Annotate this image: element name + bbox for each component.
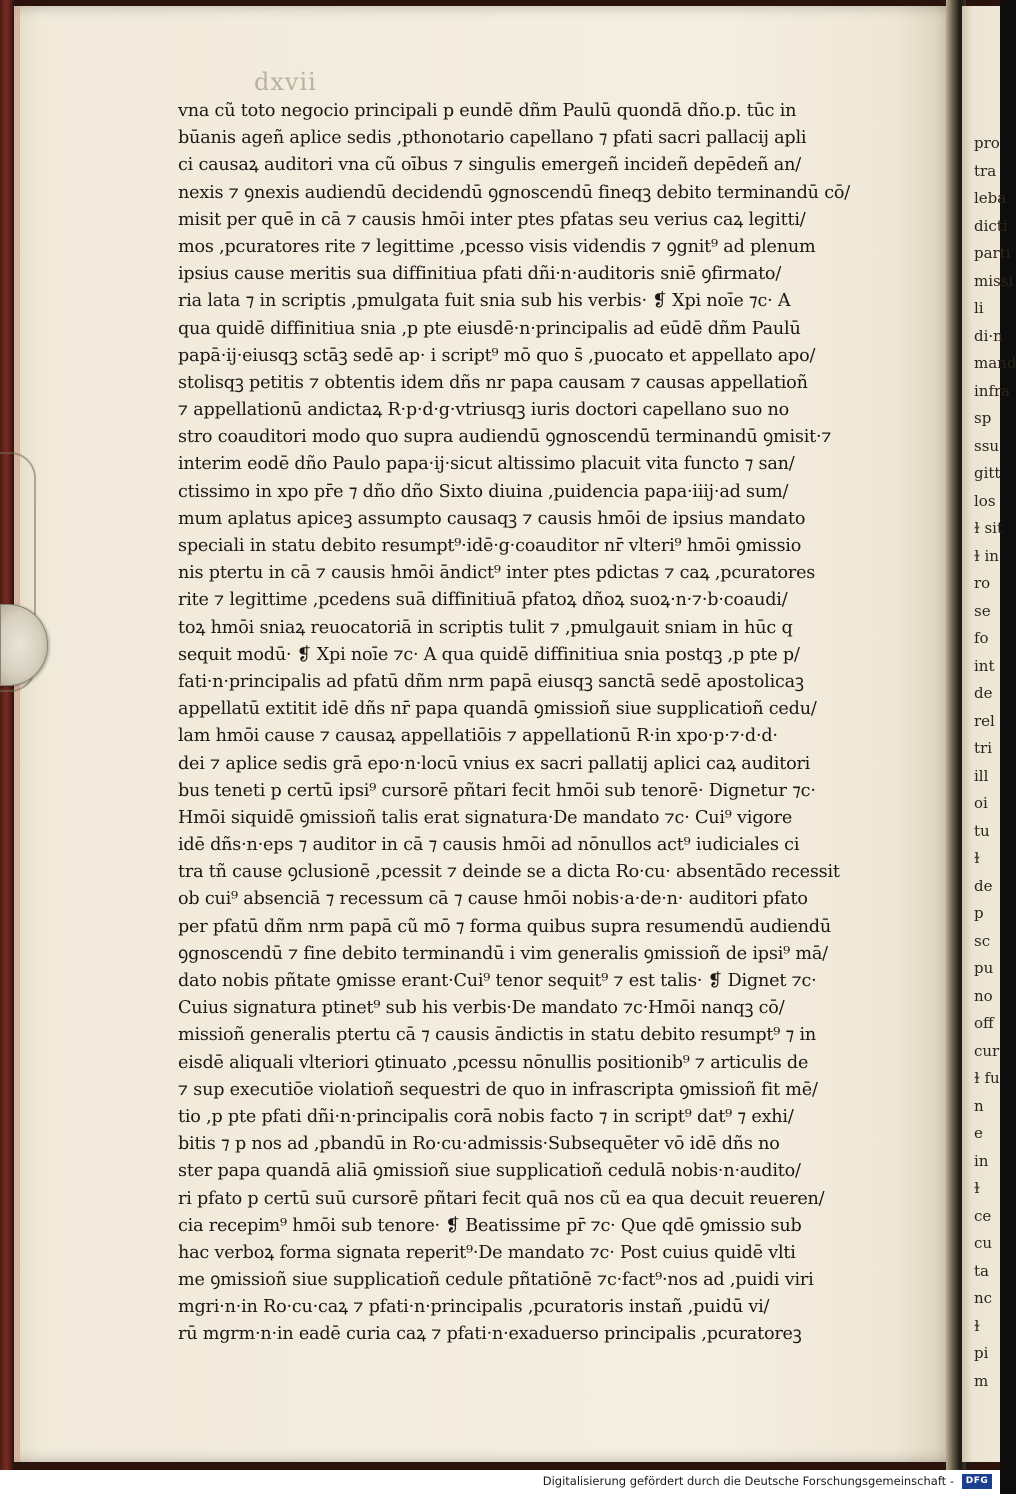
facing-page-fragment: los [974, 491, 996, 510]
facing-page-fragment: sc [974, 931, 991, 950]
text-line: per pfatū dñm nrm papā cũ mō ⁊ forma quibus supra resumendū audiendū [178, 916, 831, 937]
text-line: bus teneti p certū ipsi⁹ cursorē pñtari fecit hmōi sub tenorē· Dignetur ⁊c· [178, 780, 816, 801]
text-line: hac verboꝝ forma signata reperit⁹·De mandato ⁊c· Post cuius quidē vlti [178, 1242, 796, 1263]
facing-page-fragment: missi [974, 271, 1014, 290]
text-line: Hmōi siquidē ꝯmissioñ talis erat signatura·De mandato ⁊c· Cui⁹ vigore [178, 807, 793, 828]
text-line: ri pfato p certū suū cursorē pñtari fecit quā nos cũ ea qua decuit reueren/ [178, 1188, 825, 1209]
text-line: rite ⁊ legittime ,pcedens suā diffinitiuā pfatoꝝ dñoꝝ suoꝝ·n·⁊·b·coaudi/ [178, 590, 788, 611]
facing-page-fragment: ɫ [974, 1179, 980, 1197]
text-line: missioñ generalis ptertu cā ⁊ causis āndictis in statu debito resumpt⁹ ⁊ in [178, 1025, 817, 1046]
text-line: ria lata ⁊ in scriptis ,pmulgata fuit snia sub his verbis· ❡ Xpi noīe ⁊c· A [178, 291, 791, 312]
facing-page-fragment: ce [974, 1206, 992, 1225]
text-line: tra tñ cause ꝯclusionē ,pcessit ⁊ deinde se a dicta Ro·cu· absentādo recessit [178, 862, 840, 883]
facing-page-fragment: de [974, 684, 993, 702]
facing-page-fragment: ta [974, 1261, 989, 1280]
facing-page-fragment: se [974, 601, 991, 620]
text-line: misit per quē in cā ⁊ causis hmōi inter ptes pfatas seu verius caꝝ legitti/ [178, 209, 806, 230]
facing-page-fragment: in [974, 1151, 989, 1170]
text-line: mos ,pcuratores rite ⁊ legittime ,pcesso visis videndis ⁊ ꝯgnit⁹ ad plenum [178, 236, 816, 257]
text-line: toꝝ hmōi sniaꝝ reuocatoriā in scriptis tulit ⁊ ,pmulgauit sniam in hūc q [178, 617, 793, 638]
text-line: fati·n·principalis ad pfatū dñm nrm papā eiusqꝫ sanctā sedē apostolicaꝫ [178, 671, 804, 692]
text-line: nexis ⁊ ꝯnexis audiendū decidendū ꝯgnoscendū fineqꝫ debito terminandū cō/ [178, 182, 850, 203]
text-line: interim eodē dño Paulo papa·ij·sicut altissimo placuit vita functo ⁊ san/ [178, 454, 795, 475]
text-line: ipsius cause meritis sua diffinitiua pfati dñi·n·auditoris sniē ꝯfirmato/ [178, 264, 782, 285]
text-line: ꝯgnoscendū ⁊ fine debito terminandū i vim generalis ꝯmissioñ de ipsi⁹ mā/ [178, 943, 828, 964]
text-line: dei ⁊ aplice sedis grā epo·n·locū vnius ex sacri pallatij aplici caꝝ auditori [178, 753, 811, 774]
facing-page-fragment: fo [974, 629, 989, 647]
text-line: nis ptertu in cā ⁊ causis hmōi āndict⁹ inter ptes pdictas ⁊ caꝝ ,pcuratores [178, 563, 816, 584]
facing-page-fragment: tri [974, 739, 992, 757]
facing-page-fragment: infra [974, 381, 1011, 400]
facing-page-fragment: de [974, 876, 993, 895]
text-line: ci causaꝝ auditori vna cũ oībus ⁊ singulis emergeñ incideñ depēdeñ an/ [178, 155, 801, 176]
facing-page-fragment: m [974, 1371, 989, 1390]
facing-page-fragment: n [974, 1096, 984, 1115]
facing-page-fragment: di·n [974, 326, 1003, 345]
facing-page-fragment: nc [974, 1289, 993, 1307]
facing-page-fragment: ɫ [974, 849, 980, 867]
text-line: Cuius signatura ptinet⁹ sub his verbis·De mandato ⁊c·Hmōi nanqꝫ cō/ [178, 998, 785, 1019]
text-line: ctissimo in xpo pr̄e ⁊ dño dño Sixto diuina ,puidencia papa·iiij·ad sum/ [178, 481, 789, 502]
text-line: vna cũ toto negocio principali p eundē dñm Paulū quondā dño.p. tūc in [178, 101, 797, 121]
facing-page-fragment: leba [974, 189, 1007, 207]
text-line: eisdē aliquali vlteriori ꝯtinuato ,pcessu nōnullis positionib⁹ ⁊ articulis de [178, 1052, 809, 1073]
text-line: bitis ⁊ p nos ad ,pbandū in Ro·cu·admissis·Subsequēter vō idē dñs no [178, 1134, 780, 1155]
text-line: speciali in statu debito resumpt⁹·idē·g·coauditor nr̄ vlteri⁹ hmōi ꝯmissio [178, 536, 802, 556]
page-edges [14, 6, 20, 1462]
folio-number: dxvii [254, 68, 317, 96]
facing-page-fragment: ssu [974, 436, 1000, 455]
text-line: sequit modū· ❡ Xpi noīe ⁊c· A qua quidē diffinitiua snia postqꝫ ,p pte p/ [178, 644, 800, 665]
facing-page-fragment: int [974, 656, 995, 675]
text-line: tio ,p pte pfati dñi·n·principalis corā nobis facto ⁊ in script⁹ dat⁹ ⁊ exhi/ [178, 1106, 794, 1127]
facing-page-fragment: sp [974, 409, 992, 427]
facing-page-edge [962, 6, 1016, 1462]
facing-page-fragment: cur [974, 1041, 1000, 1060]
facing-page-fragment: p [974, 904, 984, 922]
text-line: ob cui⁹ absenciā ⁊ recessum cā ⁊ cause hmōi nobis·a·de·n· auditori pfato [178, 889, 808, 910]
facing-page-fragment: oi [974, 794, 988, 812]
facing-page-fragment: ɫ [974, 1316, 980, 1335]
text-line: stro coauditori modo quo supra audiendū ꝯgnoscendū terminandū ꝯmisit·⁊ [178, 427, 832, 448]
text-line: papā·ij·eiusqꝫ sctāꝫ sedē ap· i script⁹ mō quo s̄ ,puocato et appellato apo/ [178, 345, 816, 366]
facing-page-fragment: pro [974, 134, 1000, 152]
facing-page-fragment: tra [974, 161, 997, 180]
facing-page-fragment: ro [974, 574, 991, 592]
facing-page-fragment: ɫ fu [974, 1069, 1000, 1087]
text-line: ⁊ appellationū andictaꝝ R·p·d·g·vtriusqꝫ iuris doctori capellano suo no [178, 400, 790, 421]
text-line: lam hmōi cause ⁊ causaꝝ appellatiōis ⁊ appellationū R·in xpo·p·⁊·d·d· [178, 726, 778, 747]
text-line: cia recepim⁹ hmōi sub tenore· ❡ Beatissime pr̄ ⁊c· Que qdē ꝯmissio sub [178, 1215, 802, 1236]
text-line: dato nobis pñtate ꝯmisse erant·Cui⁹ tenor sequit⁹ ⁊ est talis· ❡ Dignet ⁊c· [178, 971, 817, 991]
text-line: ⁊ sup executiōe violatioñ sequestri de quo in infrascripta ꝯmissioñ fit mē/ [178, 1079, 818, 1100]
page-text-block [178, 98, 890, 1349]
facing-page-fragment: tu [974, 821, 990, 840]
facing-page-fragment: parti [974, 244, 1011, 262]
text-line: rū mgrm·n·in eadē curia caꝝ ⁊ pfati·n·exaduerso principalis ,pcuratoreꝫ [178, 1324, 802, 1345]
text-line: mum aplatus apiceꝫ assumpto causaqꝫ ⁊ causis hmōi de ipsius mandato [178, 508, 806, 529]
text-line: idē dñs·n·eps ⁊ auditor in cā ⁊ causis hmōi ad nōnullos act⁹ iudiciales ci [178, 835, 800, 856]
facing-page-fragment: off [974, 1014, 994, 1032]
text-line: būanis ageñ aplice sedis ,pthonotario capellano ⁊ pfati sacri pallacij apli [178, 128, 807, 149]
facing-page-fragment: pi [974, 1344, 989, 1362]
text-line: ster papa quandā aliā ꝯmissioñ siue supplicatioñ cedulā nobis·n·audito/ [178, 1161, 801, 1182]
facing-page-fragment: gitt [974, 464, 1001, 482]
facing-page-fragment: pu [974, 959, 994, 977]
digitization-footer [0, 1470, 1000, 1494]
facing-page-fragment: li [974, 299, 984, 317]
text-line: mgri·n·in Ro·cu·caꝝ ⁊ pfati·n·principalis ,pcuratoris instañ ,puidū vi/ [178, 1297, 770, 1318]
facing-page-fragment: no [974, 986, 993, 1005]
text-line: qua quidē diffinitiua snia ,p pte eiusdē·n·principalis ad eūdē dñm Paulū [178, 318, 801, 339]
text-line: appellatū extitit idē dñs nr̄ papa quandā ꝯmissioñ siue supplicatioñ cedu/ [178, 699, 817, 720]
facing-page-fragment: cu [974, 1234, 993, 1252]
text-line: stolisqꝫ petitis ⁊ obtentis idem dñs nr papa causam ⁊ causas appellatioñ [178, 372, 808, 393]
text-line: me ꝯmissioñ siue supplicatioñ cedule pñtatiōnē ⁊c·fact⁹·nos ad ,puidi viri [178, 1270, 814, 1291]
facing-page-fragment: ill [974, 766, 989, 785]
dfg-logo: DFG [962, 1474, 992, 1489]
funding-credit: Digitalisierung gefördert durch die Deutsche Forschungsgemeinschaft - [542, 1474, 954, 1488]
facing-page-fragment: dicti [974, 216, 1008, 235]
facing-page-fragment: ɫ in [974, 546, 999, 565]
facing-page-fragment: mand [974, 354, 1016, 372]
facing-page-fragment: ɫ sit [974, 519, 1003, 537]
facing-page-fragment: rel [974, 711, 995, 730]
facing-page-fragment: e [974, 1124, 983, 1142]
